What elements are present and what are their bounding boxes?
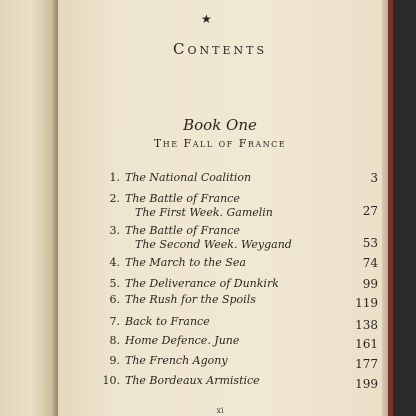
entry-title: Home Defence. June xyxy=(125,334,240,347)
entry-page: 53 xyxy=(362,236,378,250)
book-cover-edge xyxy=(388,0,393,416)
entry-page: 27 xyxy=(362,204,378,218)
entry-page: 119 xyxy=(355,296,378,310)
book-subtitle: The Fall of France xyxy=(153,137,287,150)
entry-page: 138 xyxy=(355,318,378,332)
entry-number: 9. xyxy=(109,354,120,367)
entry-page: 74 xyxy=(362,256,378,270)
entry-title: Back to France xyxy=(125,315,210,328)
entry-number: 2. xyxy=(109,192,120,205)
star-icon: ★ xyxy=(201,12,212,26)
entry-number: 10. xyxy=(102,374,120,387)
page-title: Contents xyxy=(173,40,267,58)
entry-page: 161 xyxy=(355,337,378,351)
entry-title: The French Agony xyxy=(125,354,228,367)
entry-number: 6. xyxy=(109,293,120,306)
entry-title: The Battle of France xyxy=(125,192,240,205)
book-heading: Book One xyxy=(183,116,257,134)
entry-subtitle: The First Week. Gamelin xyxy=(135,206,273,219)
entry-page: 3 xyxy=(370,171,378,185)
entry-number: 7. xyxy=(109,315,120,328)
entry-subtitle: The Second Week. Weygand xyxy=(135,238,292,251)
entry-number: 1. xyxy=(109,171,120,184)
contents-page xyxy=(58,0,382,416)
entry-title: The Rush for the Spoils xyxy=(125,293,256,306)
entry-title: The March to the Sea xyxy=(125,256,246,269)
entry-page: 177 xyxy=(355,357,378,371)
facing-page xyxy=(0,0,58,416)
page-folio: xi xyxy=(216,406,224,415)
entry-title: The Battle of France xyxy=(125,224,240,237)
entry-title: The Bordeaux Armistice xyxy=(125,374,260,387)
entry-title: The Deliverance of Dunkirk xyxy=(125,277,279,290)
entry-page: 199 xyxy=(355,377,378,391)
entry-number: 4. xyxy=(109,256,120,269)
entry-number: 8. xyxy=(109,334,120,347)
entry-number: 3. xyxy=(109,224,120,237)
entry-title: The National Coalition xyxy=(125,171,252,184)
entry-page: 99 xyxy=(362,277,378,291)
entry-number: 5. xyxy=(109,277,120,290)
